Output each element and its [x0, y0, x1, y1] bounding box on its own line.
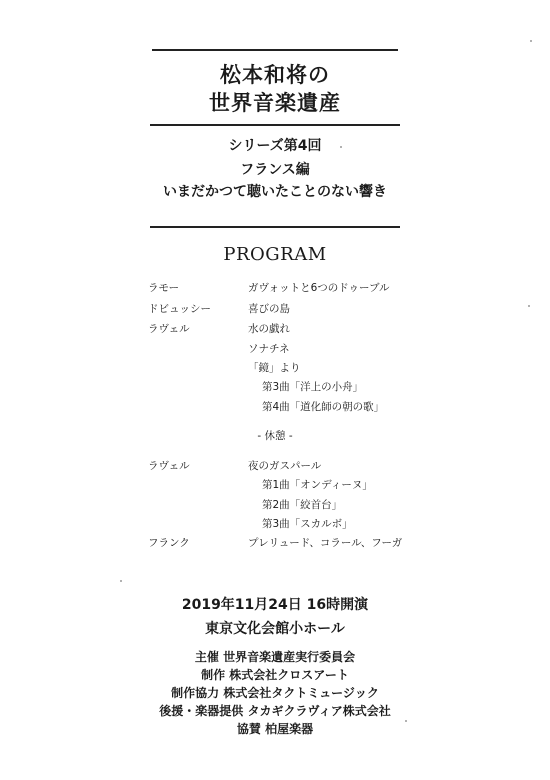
work-title: 「鏡」より [248, 362, 301, 374]
edition-label: フランス編 [240, 162, 310, 178]
program-row [0, 457, 550, 475]
credit-line: 協賛 柏屋楽器 [236, 722, 314, 736]
paper-speck [405, 720, 407, 722]
series-label: シリーズ第4回 [228, 138, 322, 154]
concert-datetime: 2019年11月24日 16時開演 [181, 597, 369, 613]
program-row [0, 340, 550, 358]
concert-venue: 東京文化会館小ホール [205, 621, 345, 637]
work-movement: 第3曲「スカルボ」 [262, 518, 353, 530]
program-row [0, 279, 550, 297]
work-title: 水の戯れ [248, 323, 290, 335]
paper-speck [528, 305, 530, 307]
title-underline-rule [150, 124, 400, 126]
credit-line: 制作協力 株式会社タクトミュージック [171, 686, 379, 700]
program-row [0, 515, 550, 533]
work-title: 夜のガスパール [248, 460, 322, 472]
program-heading: PROGRAM [223, 244, 327, 265]
program-row [0, 320, 550, 338]
program-row [0, 496, 550, 514]
paper-speck [530, 40, 532, 42]
paper-speck [340, 146, 342, 148]
composer-name: ラヴェル [148, 460, 190, 472]
program-row [0, 378, 550, 396]
composer-name: ラヴェル [148, 323, 190, 335]
title-line-2: 世界音楽遺産 [209, 91, 341, 115]
program-top-rule [150, 226, 400, 228]
work-movement: 第3曲「洋上の小舟」 [262, 381, 364, 393]
credit-line: 制作 株式会社クロスアート [201, 668, 349, 682]
top-rule [152, 49, 398, 51]
composer-name: ラモー [148, 282, 180, 294]
composer-name: ドビュッシー [148, 303, 211, 315]
work-title: 喜びの島 [248, 303, 290, 315]
title-line-1: 松本和将の [220, 63, 330, 87]
program-row [0, 359, 550, 377]
program-row [0, 398, 550, 416]
concert-subtitle: いまだかつて聴いたことのない響き [163, 184, 387, 200]
work-title: ガヴォットと6つのドゥーブル [248, 282, 390, 294]
composer-name: フランク [148, 537, 190, 549]
work-title: プレリュード、コラール、フーガ [248, 537, 403, 549]
credit-line: 後援・楽器提供 タカギクラヴィア株式会社 [159, 704, 391, 718]
work-movement: 第1曲「オンディーヌ」 [262, 479, 373, 491]
work-movement: 第4曲「道化師の朝の歌」 [262, 401, 385, 413]
paper-speck [120, 580, 122, 582]
program-row [0, 476, 550, 494]
credit-line: 主催 世界音楽遺産実行委員会 [194, 650, 356, 664]
program-row [0, 300, 550, 318]
work-title: ソナチネ [248, 343, 290, 355]
intermission-label: - 休憩 - [257, 430, 293, 442]
work-movement: 第2曲「絞首台」 [262, 499, 343, 511]
program-row [0, 534, 550, 552]
